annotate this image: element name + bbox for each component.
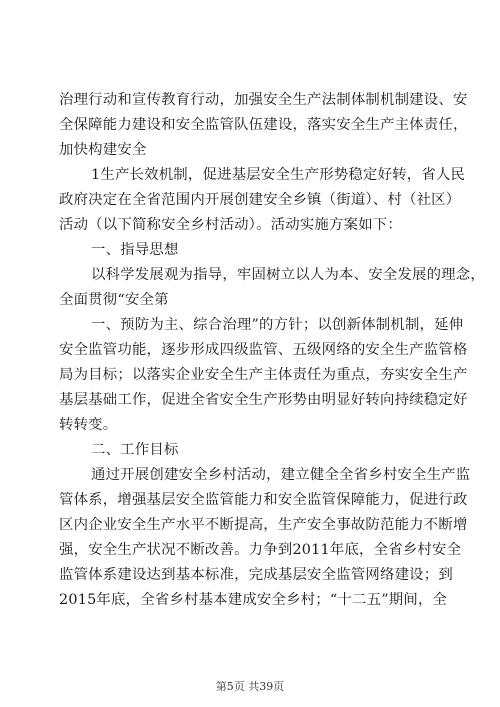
text-line: 以科学发展观为指导，牢固树立以人为本、安全发展的理念，: [91, 267, 485, 283]
text-line: 安全监管功能，逐步形成四级监管、五级网络的安全生产监管格: [59, 342, 468, 358]
text-line: 一、指导思想: [91, 242, 179, 258]
text-line: 局为目标；以落实企业安全生产主体责任为重点，夯实安全生产: [59, 367, 468, 383]
text-line: 区内企业安全生产水平不断提高，生产安全事故防范能力不断增: [59, 517, 468, 533]
text-line: 监管体系建设达到基本标准，完成基层安全监管网络建设；到: [59, 567, 453, 583]
text-line: 2015年底，全省乡村基本建成安全乡村；“十二五”期间，全: [59, 592, 448, 608]
text-line: 强，安全生产状况不断改善。力争到2011年底，全省乡村安全: [59, 542, 462, 558]
text-line: 转转变。: [59, 417, 118, 433]
document-body: [59, 88, 485, 613]
page-footer: 第5页 共39页: [215, 680, 285, 693]
text-line: 治理行动和宣传教育行动，加强安全生产法制体制机制建设、安: [59, 92, 468, 108]
text-line: 政府决定在全省范围内开展创建安全乡镇（街道）、村（社区）: [59, 192, 461, 208]
text-line: 通过开展创建安全乡村活动，建立健全全省乡村安全生产监: [91, 467, 471, 483]
text-line: 全保障能力建设和安全监管队伍建设，落实安全生产主体责任，: [59, 117, 468, 133]
text-line: 1生产长效机制，促进基层安全生产形势稳定好转，省人民: [91, 167, 466, 183]
text-line: 加快构建安全: [59, 142, 147, 158]
text-line: 二、工作目标: [91, 442, 179, 458]
text-line: 基层基础工作，促进全省安全生产形势由明显好转向持续稳定好: [59, 392, 468, 408]
text-line: 活动（以下简称安全乡村活动）。活动实施方案如下：: [59, 217, 402, 233]
text-line: 管体系，增强基层安全监管能力和安全监管保障能力，促进行政: [59, 492, 468, 508]
text-line: 一、预防为主、综合治理”的方针；以创新体制机制，延伸: [91, 317, 464, 333]
text-line: 全面贯彻“安全第: [59, 292, 169, 308]
